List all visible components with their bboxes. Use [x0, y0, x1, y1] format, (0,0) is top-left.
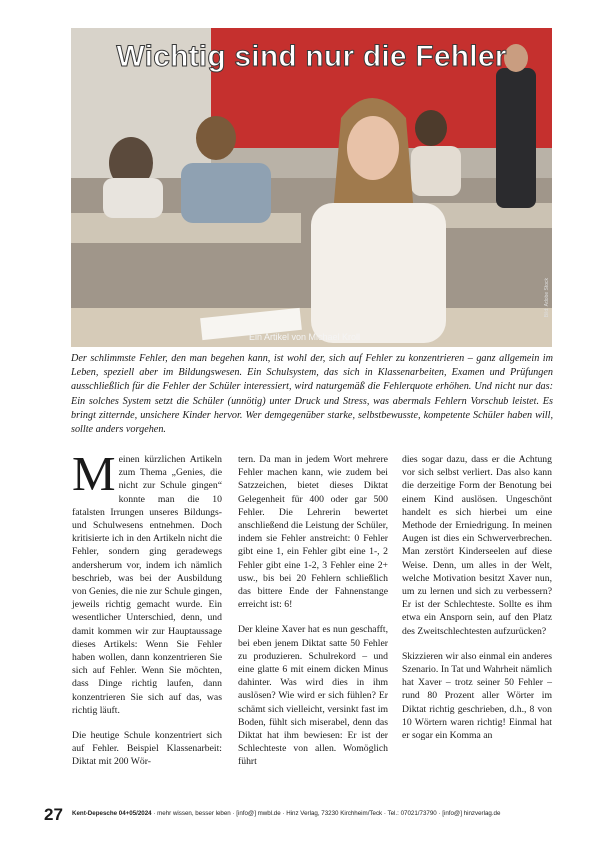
photo-credit: Bild: Adobe Stock: [544, 278, 550, 318]
footer-line: [72, 810, 500, 817]
classroom-illustration: [71, 28, 552, 347]
article-title: Wichtig sind nur die Fehler: [116, 40, 507, 73]
page-number: 27: [44, 805, 63, 824]
hero-photo: [71, 28, 552, 347]
dropcap: M: [72, 446, 116, 501]
paragraph: [72, 446, 222, 717]
paragraph: Skizzieren wir also einmal ein anderes Szenario. In Tat und Wahrheit nämlich hat Xaver – trotz seiner 50 Fehler – rund 80 Prozent aller Wörter im Diktat richtig geschrieben, d.h., 8 von 10 Wörtern waren richtig! Einmal hat er sogar ein Komma an: [402, 650, 552, 742]
paragraph: dies sogar dazu, dass er die Achtung vor sich selbst verliert. Das also kann die derzeitige Form der Benotung bei einem Kind auslösen. Ungeschönt handelt es sich hierbei um eine Methode der Erniedrigung. In meinen Augen ist dies ein Schwerverbrechen. Man zerstört Kinderseelen auf diese Weise. Denn, um alles in der Welt, welche Motivation besitzt Xaver nun, um zu lernen und sich zu verbessern? Er ist der Schlechteste. Sollte es ihm etwa ein Ansporn sein, auf den Platz des Zweitschlechtesten aufzurücken?: [402, 454, 552, 637]
lead-paragraph: Der schlimmste Fehler, den man begehen kann, ist wohl der, sich auf Fehler zu konzentrieren – ganz allgemein im Leben, speziell aber im Bildungswesen. Ein Schulsystem, das sich in Klassenarbeiten, Examen und Prüfungen ausschließlich für die Fehler der Schüler interessiert, wird naturgemäß die Fehlerquote erhöhen. Und nicht nur das: Ein solches System setzt die Schüler (unnötig) unter Druck und Stress, was abermals Fehlern Vorschub leistet. Es bringt zitternde, unsichere Kinder hervor. Wer demgegenüber starke, selbstbewusste, kompetente Schüler haben will, sollte anders vorgehen.: [71, 353, 553, 436]
page-footer: [0, 805, 595, 827]
text-column-2: [238, 453, 388, 781]
footer-slogan: · mehr wissen, besser leben · [info@] mwbl.de · Hinz Verlag, 73230 Kirchheim/Teck · Tel.: 07021/73790 · [info@] hinzverlag.de: [153, 810, 501, 817]
text-column-1: [72, 446, 222, 781]
author-credit: Ein Artikel von Michael Kroll: [249, 332, 361, 342]
paragraph: tern. Da man in jedem Wort mehrere Fehler machen kann, wie zudem bei Satzzeichen, bietet dieses Diktat Gelegenheit für 400 oder gar 500 Fehler. Die Lehrerin bewertet anschließend die Leistung der Schüler, indem sie Fehler anstreicht: 0 Fehler gibt eine 1, ein Fehler gibt eine 1-, 2 Fehler gibt eine 1-2, 3 Fehler eine 2+ usw., bis bei 20 Fehlern schließlich das bittere Ende der Fahnenstange erreicht ist: 6!: [238, 454, 388, 611]
paragraph: Der kleine Xaver hat es nun geschafft, bei eben jenem Diktat satte 50 Fehler zu produzieren. Schulrekord – und eine glatte 6 mit einem dicken Minus dahinter. Was wird dies in ihm auslösen? Wie wird er sich fühlen? Er schämt sich vielleicht, versinkt fast im Boden, fühlt sich miserabel, denn das Diktat hat ihm bewiesen: Er ist der Schlechteste von allen. Womöglich führt: [238, 624, 388, 768]
magazine-name: Kent-Depesche 04+05/2024: [72, 810, 152, 817]
text-column-3: [402, 453, 552, 754]
paragraph-text: einen kürzlichen Artikeln zum Thema „Genies, die nicht zur Schule gingen“ konnte man die 10 fatalsten Irrungen unseres Bildungs- und Schulwesens entnehmen. Doch kritisierte ich in den Artikeln nicht die Fehler, sondern ging geradewegs andersherum vor, indem ich nämlich beschrieb, was bei der Ausbildung von Genies, die nie zur Schule gingen, jeweils richtig gemacht wurde. Ein wesentlicher Unterschied, denn, und damit kommen wir zur Hauptaussage dieses Artikels: Wenn Sie Fehler haben wollen, dann konzentrieren Sie sich auf Fehler. Wenn Sie möchten, dass Dinge richtig laufen, dann konzentrieren Sie sich auf das, was richtig läuft.: [72, 454, 222, 716]
paragraph: Die heutige Schule konzentriert sich auf Fehler. Beispiel Klassenarbeit: Diktat mit 200 Wör-: [72, 730, 222, 768]
